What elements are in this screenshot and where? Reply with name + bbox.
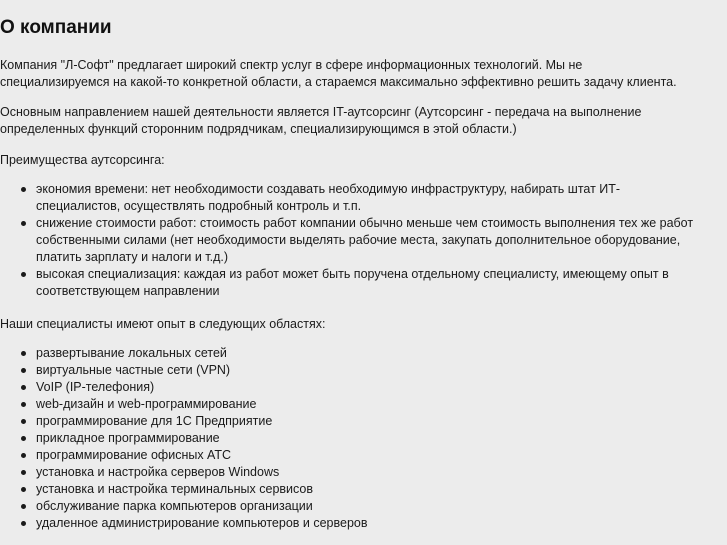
intro-paragraph <box>0 57 727 91</box>
direction-paragraph <box>0 104 727 138</box>
list-item: установка и настройка серверов Windows <box>0 464 727 481</box>
intro-line: специализируемся на какой-то конкретной области, а стараемся максимально эффективно решить задачу клиента. <box>0 75 677 89</box>
page-title: О компании <box>0 17 112 38</box>
list-item-line: специалистов, осуществлять подробный контроль и т.п. <box>36 199 362 213</box>
list-item <box>0 215 727 266</box>
list-item: развертывание локальных сетей <box>0 345 727 362</box>
list-item: прикладное программирование <box>0 430 727 447</box>
list-item-line: снижение стоимости работ: стоимость работ компании обычно меньше чем стоимость выполнения тех же работ <box>36 216 694 230</box>
list-item: программирование для 1С Предприятие <box>0 413 727 430</box>
list-item-line: соответствующем направлении <box>36 284 220 298</box>
list-item-line: высокая специализация: каждая из работ может быть поручена отдельному специалисту, имеющему опыт в <box>36 267 669 281</box>
direction-line: определенных функций сторонним подрядчикам, специализирующимся в этой области.) <box>0 122 517 136</box>
experience-list <box>0 345 727 532</box>
list-item: удаленное администрирование компьютеров и серверов <box>0 515 727 532</box>
list-item: программирование офисных АТС <box>0 447 727 464</box>
list-item <box>0 181 727 215</box>
advantages-heading: Преимущества аутсорсинга: <box>0 153 165 167</box>
list-item-line: платить зарплату и налоги и т.д.) <box>36 250 229 264</box>
list-item: обслуживание парка компьютеров организации <box>0 498 727 515</box>
list-item: виртуальные частные сети (VPN) <box>0 362 727 379</box>
advantages-list <box>0 181 727 300</box>
intro-line: Компания "Л-Софт" предлагает широкий спектр услуг в сфере информационных технологий. Мы не <box>0 58 583 72</box>
list-item: VoIP (IP-телефония) <box>0 379 727 396</box>
list-item-line: экономия времени: нет необходимости создавать необходимую инфраструктуру, набирать штат ИТ- <box>36 182 621 196</box>
experience-heading: Наши специалисты имеют опыт в следующих областях: <box>0 317 326 331</box>
direction-line: Основным направлением нашей деятельности является IT-аутсорсинг (Аутсорсинг - передача на выполнение <box>0 105 642 119</box>
list-item <box>0 266 727 300</box>
list-item: установка и настройка терминальных сервисов <box>0 481 727 498</box>
list-item: web-дизайн и web-программирование <box>0 396 727 413</box>
list-item-line: собственными силами (нет необходимости выделять рабочие места, закупать дополнительное оборудование, <box>36 233 681 247</box>
